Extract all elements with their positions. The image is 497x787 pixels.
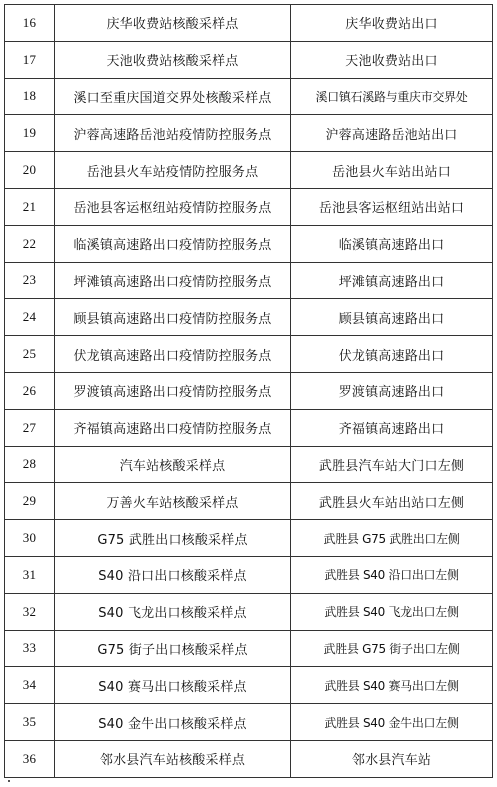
site-name: 庆华收费站核酸采样点	[55, 5, 291, 42]
site-location: 武胜县 S40 金牛出口左侧	[291, 704, 493, 741]
table-row	[5, 593, 493, 630]
table-row	[5, 520, 493, 557]
site-name: S40 赛马出口核酸采样点	[55, 667, 291, 704]
table-row	[5, 336, 493, 373]
site-name: 临溪镇高速路出口疫情防控服务点	[55, 225, 291, 262]
table-row	[5, 704, 493, 741]
table-row	[5, 115, 493, 152]
table-row	[5, 152, 493, 189]
table-row	[5, 5, 493, 42]
site-name: G75 武胜出口核酸采样点	[55, 520, 291, 557]
page-mark	[8, 780, 10, 782]
table-row	[5, 446, 493, 483]
site-location: 沪蓉高速路岳池站出口	[291, 115, 493, 152]
site-name: 沪蓉高速路岳池站疫情防控服务点	[55, 115, 291, 152]
row-index: 29	[5, 483, 55, 520]
site-location: 坪滩镇高速路出口	[291, 262, 493, 299]
row-index: 25	[5, 336, 55, 373]
site-name: 齐福镇高速路出口疫情防控服务点	[55, 409, 291, 446]
site-location: 邻水县汽车站	[291, 740, 493, 777]
row-index: 35	[5, 704, 55, 741]
row-index: 22	[5, 225, 55, 262]
row-index: 34	[5, 667, 55, 704]
site-name: 顾县镇高速路出口疫情防控服务点	[55, 299, 291, 336]
site-location: 临溪镇高速路出口	[291, 225, 493, 262]
table-row	[5, 41, 493, 78]
site-location: 武胜县 G75 武胜出口左侧	[291, 520, 493, 557]
row-index: 23	[5, 262, 55, 299]
table-row	[5, 483, 493, 520]
table-row	[5, 225, 493, 262]
site-name: S40 沿口出口核酸采样点	[55, 556, 291, 593]
site-location: 天池收费站出口	[291, 41, 493, 78]
site-location: 伏龙镇高速路出口	[291, 336, 493, 373]
table-row	[5, 262, 493, 299]
site-name: 岳池县火车站疫情防控服务点	[55, 152, 291, 189]
row-index: 28	[5, 446, 55, 483]
site-name: 溪口至重庆国道交界处核酸采样点	[55, 78, 291, 115]
sampling-sites-table-container	[4, 4, 492, 778]
site-name: S40 金牛出口核酸采样点	[55, 704, 291, 741]
row-index: 32	[5, 593, 55, 630]
row-index: 20	[5, 152, 55, 189]
table-row	[5, 630, 493, 667]
row-index: 17	[5, 41, 55, 78]
table-row	[5, 740, 493, 777]
table-row	[5, 667, 493, 704]
site-location: 武胜县 S40 沿口出口左侧	[291, 556, 493, 593]
table-body	[5, 5, 493, 778]
site-location: 武胜县 S40 赛马出口左侧	[291, 667, 493, 704]
site-location: 武胜县 S40 飞龙出口左侧	[291, 593, 493, 630]
table-row	[5, 188, 493, 225]
table-row	[5, 556, 493, 593]
site-location: 庆华收费站出口	[291, 5, 493, 42]
site-name: 汽车站核酸采样点	[55, 446, 291, 483]
site-name: 天池收费站核酸采样点	[55, 41, 291, 78]
table-row	[5, 299, 493, 336]
site-name: S40 飞龙出口核酸采样点	[55, 593, 291, 630]
site-name: 万善火车站核酸采样点	[55, 483, 291, 520]
row-index: 24	[5, 299, 55, 336]
row-index: 16	[5, 5, 55, 42]
site-location: 岳池县火车站出站口	[291, 152, 493, 189]
site-name: G75 街子出口核酸采样点	[55, 630, 291, 667]
table-row	[5, 78, 493, 115]
row-index: 31	[5, 556, 55, 593]
site-location: 武胜县火车站出站口左侧	[291, 483, 493, 520]
site-location: 武胜县 G75 街子出口左侧	[291, 630, 493, 667]
site-location: 溪口镇石溪路与重庆市交界处	[291, 78, 493, 115]
site-name: 邻水县汽车站核酸采样点	[55, 740, 291, 777]
site-name: 罗渡镇高速路出口疫情防控服务点	[55, 372, 291, 409]
row-index: 26	[5, 372, 55, 409]
site-name: 伏龙镇高速路出口疫情防控服务点	[55, 336, 291, 373]
row-index: 36	[5, 740, 55, 777]
site-location: 武胜县汽车站大门口左侧	[291, 446, 493, 483]
table-row	[5, 372, 493, 409]
sampling-sites-table	[4, 4, 493, 778]
site-location: 岳池县客运枢纽站出站口	[291, 188, 493, 225]
row-index: 19	[5, 115, 55, 152]
site-location: 顾县镇高速路出口	[291, 299, 493, 336]
site-location: 齐福镇高速路出口	[291, 409, 493, 446]
row-index: 21	[5, 188, 55, 225]
row-index: 33	[5, 630, 55, 667]
site-location: 罗渡镇高速路出口	[291, 372, 493, 409]
row-index: 30	[5, 520, 55, 557]
row-index: 27	[5, 409, 55, 446]
table-row	[5, 409, 493, 446]
site-name: 岳池县客运枢纽站疫情防控服务点	[55, 188, 291, 225]
site-name: 坪滩镇高速路出口疫情防控服务点	[55, 262, 291, 299]
row-index: 18	[5, 78, 55, 115]
